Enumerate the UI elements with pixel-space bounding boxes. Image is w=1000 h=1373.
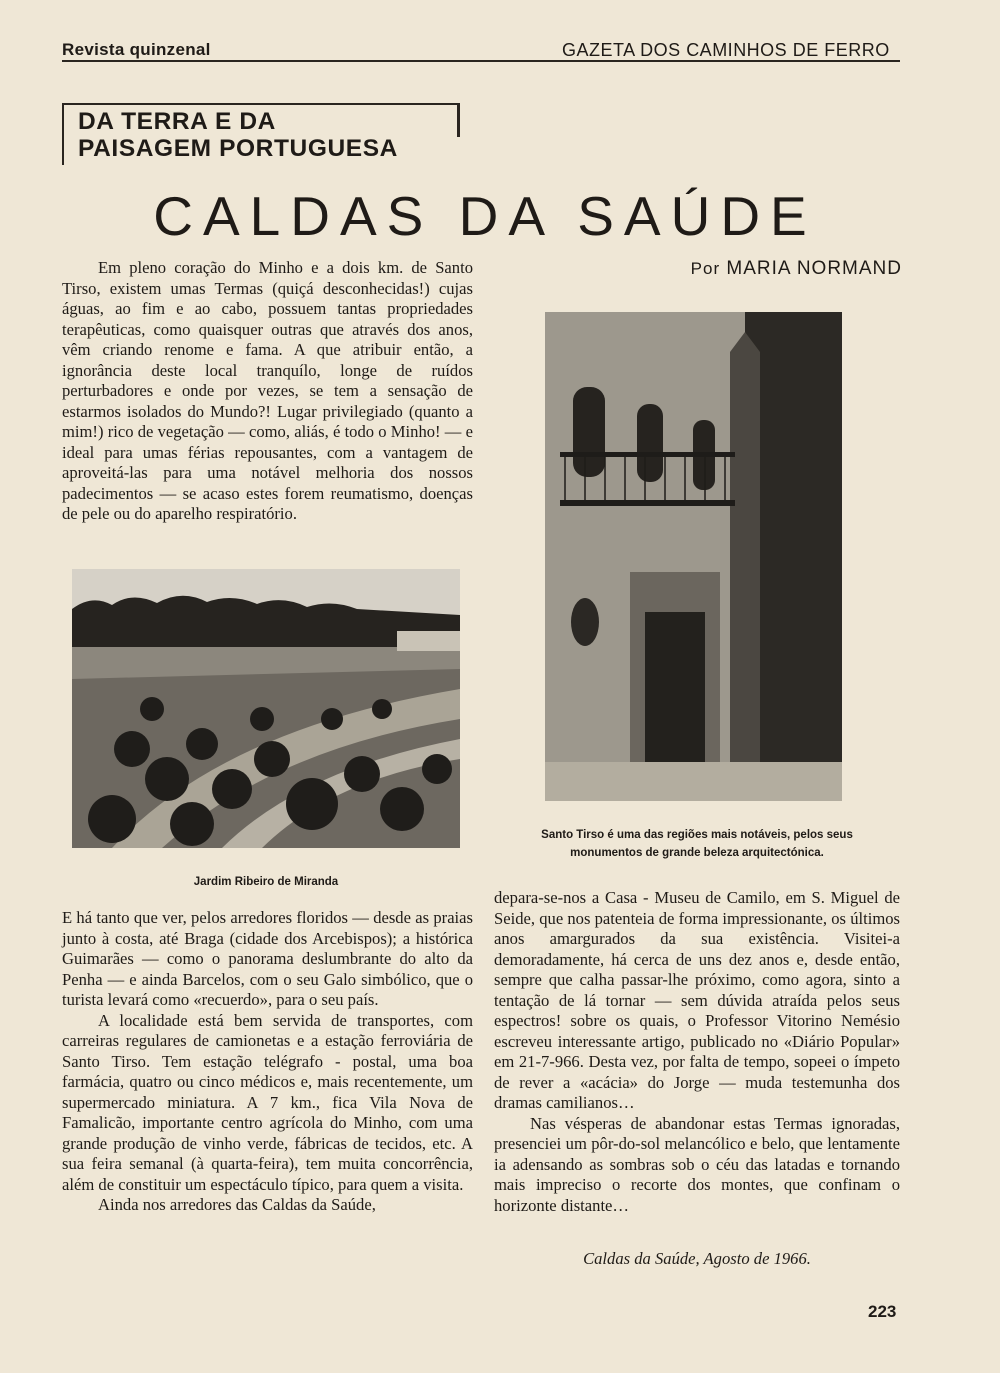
running-header-right: GAZETA DOS CAMINHOS DE FERRO	[562, 40, 890, 60]
page-number: 223	[868, 1302, 897, 1321]
paragraph-transport: A localidade está bem servida de transportes, com carreiras regulares de camionetas e a estação ferroviária de Santo Tirso. Tem estação telégrafo - postal, uma boa farmácia, quatro ou cinco médicos e, mais recentemente, um supermercado miniatura. A 7 km., fica Vila Nova de Famalicão, importante centro agrícola do Minho, com uma grande produção de vinho verde, fábricas de tecidos, etc. A sua feira semanal (à quarta-feira), tem muita concorrência, além de constituir um espectáculo típico, para quem a visita.	[62, 1010, 473, 1194]
garden-caption: Jardim Ribeiro de Miranda	[193, 876, 339, 888]
paragraph-camilo-museum: depara-se-nos a Casa - Museu de Camilo, em S. Miguel de Seide, que nos patenteia de forma impressionante, os últimos anos amargurados da sua existência. Visitei-a demoradamente, há cerca de uns dez anos e, desde então, sempre que calha passar-lhe próximo, como agora, sinto a tentação de lá tornar — sem dúvida atraída pelos seus espectros! sobre os quais, o Professor Vitorino Nemésio escreveu interessante artigo, publicado no «Diário Popular» em 21-7-966. Desta vez, por falta de tempo, sopeei o ímpeto de rever a «acácia» do Jorge — muda testemunha dos dramas camilianos…	[494, 888, 900, 1112]
section-title-line-1: DA TERRA E DA	[78, 108, 276, 135]
byline-author: MARIA NORMAND	[726, 258, 902, 279]
paragraph-sunset: Nas vésperas de abandonar estas Termas ignoradas, presenciei um pôr-do-sol melancólico e belo, que lentamente ia adensando as sombras sob o céu das latadas e tornando mais impreciso o recorte dos montes, que confinam o horizonte distante…	[494, 1113, 900, 1215]
paragraph-surroundings: E há tanto que ver, pelos arredores floridos — desde as praias junto à costa, até Braga (cidade dos Arcebispos); a histórica Guimarães — como o panorama deslumbrante do alto da Penha — e ainda Barcelos, com o seu Galo simbólico, que o turista levará como «recuerdo», para o seu país.	[62, 908, 473, 1009]
section-title	[78, 108, 458, 162]
intro-text: Em pleno coração do Minho e a dois km. de Santo Tirso, existem umas Termas (quiçá desconhecidas!) cujas águas, ao fim e ao cabo, possuem tantas propriedades terapêuticas, como quaisquer outras que através dos anos, vêm criando renome e fama. A que atribuir então, a ignorância deste local tranquílo, longe de ruídos perturbadores e onde por vezes, se tem a sensação de estarmos isolados do Mundo?! Lugar privilegiado (quanto a mim!) rico de vegetação — como, aliás, é todo o Minho! — e ideal para umas férias repousantes, com a vantagem de aproveitá-las para uma notável melhoria dos nossos padecimentos — se acaso estes forem reumatismo, doenças de pele ou do aparelho respiratório.	[62, 258, 473, 523]
left-column-body	[62, 908, 473, 1216]
header-rule	[62, 60, 900, 62]
intro-paragraph	[62, 258, 473, 525]
section-title-line-2: PAISAGEM PORTUGUESA	[78, 135, 398, 162]
right-column-body	[494, 888, 900, 1216]
running-header-left: Revista quinzenal	[62, 40, 211, 59]
byline	[634, 258, 902, 280]
signoff: Caldas da Saúde, Agosto de 1966.	[583, 1249, 811, 1268]
building-photo	[545, 312, 842, 801]
building-caption-line-1: Santo Tirso é uma das regiões mais notáveis, pelos seus	[541, 829, 853, 841]
paragraph-nearby: Ainda nos arredores das Caldas da Saúde,	[98, 1195, 376, 1214]
byline-prefix: Por	[690, 259, 721, 278]
garden-photo	[72, 569, 460, 848]
article-title: CALDAS DA SAÚDE	[153, 185, 817, 247]
building-caption-line-2: monumentos de grande beleza arquitectónica.	[570, 847, 824, 859]
building-caption	[494, 826, 900, 862]
